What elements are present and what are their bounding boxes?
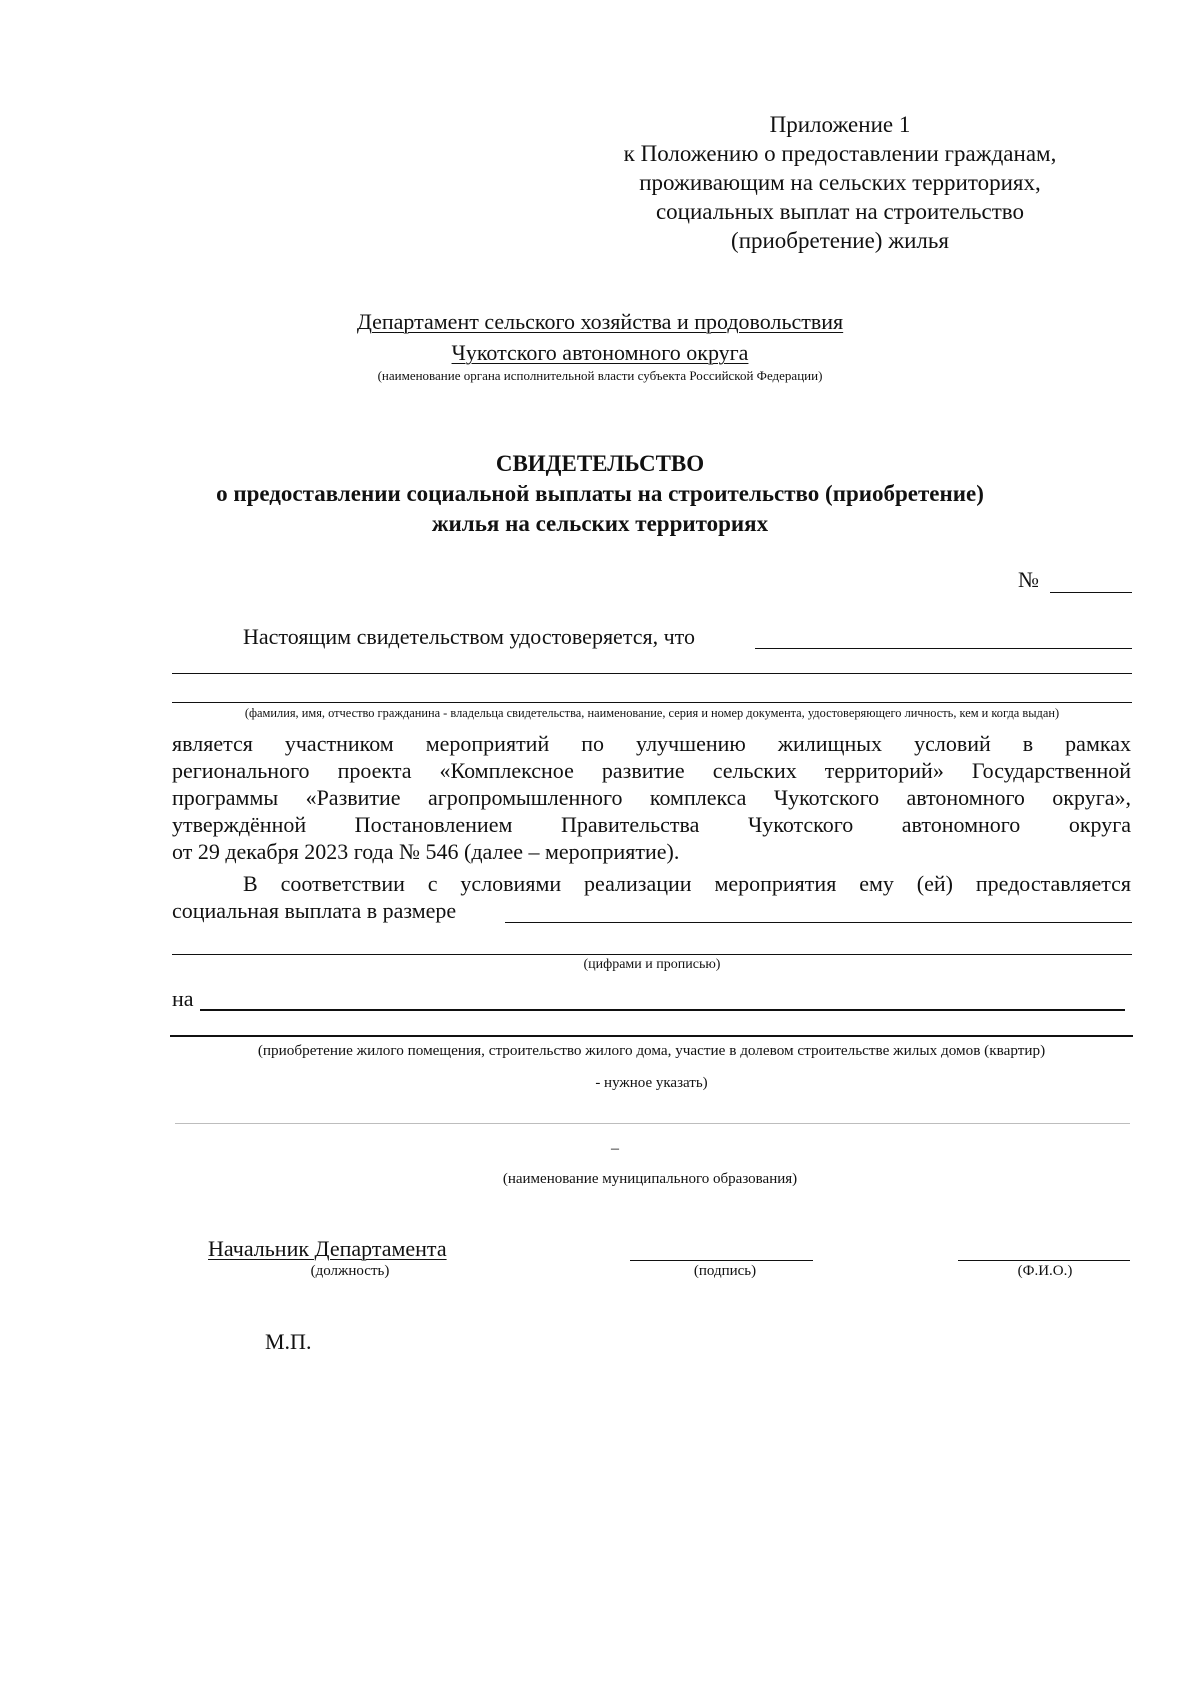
signature-caption: (подпись)	[693, 1263, 757, 1279]
paragraph-line: В соответствии с условиями реализации мероприятия ему (ей) предоставляется	[243, 871, 1131, 896]
authority-line-1: Департамент сельского хозяйства и продовольствия	[356, 309, 844, 334]
purpose-caption-line-2: - нужное указать)	[595, 1075, 708, 1091]
signature-field-line[interactable]	[630, 1260, 813, 1261]
authority-line-2: Чукотского автономного округа	[451, 340, 749, 365]
holder-field-line-1[interactable]	[755, 648, 1132, 649]
paragraph-line: утверждённой Постановлением Правительства Чукотского автономного округа	[172, 812, 1131, 837]
title-line-2: о предоставлении социальной выплаты на строительство (приобретение)	[216, 481, 984, 506]
municipality-field-line[interactable]	[175, 1123, 1130, 1124]
issuing-authority	[300, 306, 900, 384]
appendix-line: проживающим на сельских территориях,	[639, 170, 1041, 195]
certifies-text: Настоящим свидетельством удостоверяется, что	[243, 624, 695, 649]
name-caption: (Ф.И.О.)	[1017, 1263, 1073, 1279]
title-main: СВИДЕТЕЛЬСТВО	[495, 451, 705, 476]
paragraph-line: от 29 декабря 2023 года № 546 (далее – мероприятие).	[172, 839, 680, 864]
payment-paragraph	[172, 870, 1131, 924]
paragraph-line: является участником мероприятий по улучшению жилищных условий в рамках	[172, 731, 1131, 756]
purpose-caption-line-1: (приобретение жилого помещения, строительство жилого дома, участие в долевом строительстве жилых домов (квартир)	[257, 1042, 1046, 1059]
stamp-place: М.П.	[265, 1329, 312, 1354]
paragraph-line: регионального проекта «Комплексное развитие сельских территорий» Государственной	[172, 758, 1131, 783]
purpose-label: на	[172, 986, 194, 1011]
participant-paragraph	[172, 730, 1131, 865]
number-label: №	[1018, 567, 1039, 592]
appendix-line: (приобретение) жилья	[731, 228, 949, 253]
holder-field-line-2[interactable]	[172, 673, 1132, 674]
holder-field-line-3[interactable]	[172, 702, 1132, 703]
title-line-3: жилья на сельских территориях	[431, 511, 769, 536]
paragraph-line: социальная выплата в размере	[172, 898, 457, 923]
municipality-dash: –	[611, 1140, 619, 1157]
authority-caption: (наименование органа исполнительной власти субъекта Российской Федерации)	[377, 368, 823, 383]
purpose-field-line-1[interactable]	[200, 1009, 1125, 1011]
position-value: Начальник Департамента	[208, 1236, 447, 1261]
appendix-line: Приложение 1	[769, 112, 911, 137]
amount-field-line-1[interactable]	[505, 922, 1132, 923]
amount-field-line-2[interactable]	[172, 954, 1132, 955]
municipality-caption: (наименование муниципального образования)	[502, 1171, 798, 1187]
appendix-header	[560, 110, 1120, 255]
appendix-line: к Положению о предоставлении гражданам,	[623, 141, 1057, 166]
amount-caption: (цифрами и прописью)	[583, 957, 721, 972]
number-field-line[interactable]	[1050, 592, 1132, 593]
holder-caption: (фамилия, имя, отчество гражданина - владельца свидетельства, наименование, серия и номер документа, удостоверяющего личность, кем и когда выдан)	[244, 706, 1060, 720]
purpose-field-line-2[interactable]	[170, 1035, 1133, 1037]
appendix-line: социальных выплат на строительство	[655, 199, 1025, 224]
position-caption: (должность)	[310, 1263, 390, 1279]
paragraph-line: программы «Развитие агропромышленного комплекса Чукотского автономного округа»,	[172, 785, 1131, 810]
name-field-line[interactable]	[958, 1260, 1130, 1261]
document-title	[170, 449, 1030, 539]
